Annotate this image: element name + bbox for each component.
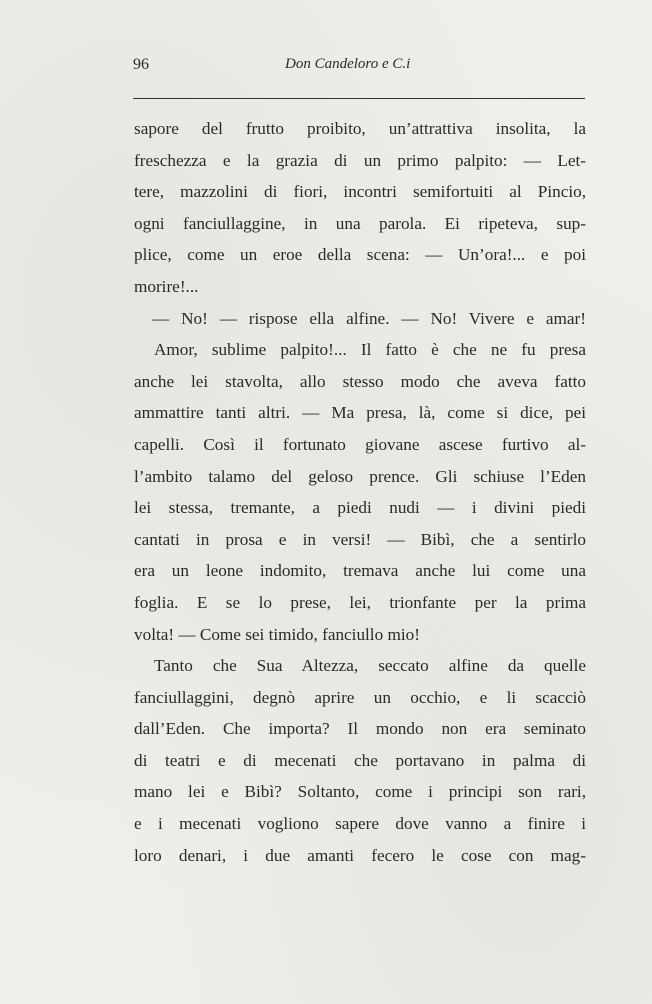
header-rule [133,98,585,99]
page-number: 96 [133,56,149,73]
text-line: volta! — Come sei timido, fanciullo mio! [134,624,420,644]
text-line: plice, come un eroe della scena: — Un’ora!... e poi [134,245,586,265]
text-line: l’ambito talamo del geloso prence. Gli schiuse l’Eden [134,466,586,486]
text-line: fanciullaggini, degnò aprire un occhio, e li scacciò [134,687,586,707]
body-text [134,113,586,871]
text-line: lei stessa, tremante, a piedi nudi — i divini piedi [134,498,586,518]
page-header [133,56,585,82]
text-line: e i mecenati vogliono sapere dove vanno a finire i [134,814,586,834]
text-line: anche lei stavolta, allo stesso modo che aveva fatto [134,371,586,391]
text-line: tere, mazzolini di fiori, incontri semifortuiti al Pincio, [134,182,586,202]
text-line: Amor, sublime palpito!... Il fatto è che ne fu presa [154,340,586,360]
text-line: loro denari, i due amanti fecero le cose con mag- [134,845,586,865]
text-line: morire!... [134,276,199,296]
text-line: dall’Eden. Che importa? Il mondo non era seminato [134,719,586,739]
text-line: capelli. Così il fortunato giovane ascese furtivo al- [134,434,586,454]
text-line: Tanto che Sua Altezza, seccato alfine da quelle [154,656,586,676]
running-title: Don Candeloro e C.i [285,56,411,72]
text-line: sapore del frutto proibito, un’attrattiva insolita, la [134,119,586,138]
text-line: — No! — rispose ella alfine. — No! Vivere e amar! [152,308,586,328]
text-line: foglia. E se lo prese, lei, trionfante per la prima [134,592,586,612]
text-line: freschezza e la grazia di un primo palpito: — Let- [134,150,586,170]
text-line: mano lei e Bibì? Soltanto, come i principi son rari, [134,782,586,802]
text-line: di teatri e di mecenati che portavano in palma di [134,750,586,770]
text-line: ogni fanciullaggine, in una parola. Ei ripeteva, sup- [134,213,586,233]
text-line: ammattire tanti altri. — Ma presa, là, come si dice, pei [134,403,586,423]
text-line: cantati in prosa e in versi! — Bibì, che a sentirlo [134,529,586,549]
text-line: era un leone indomito, tremava anche lui come una [134,561,586,581]
